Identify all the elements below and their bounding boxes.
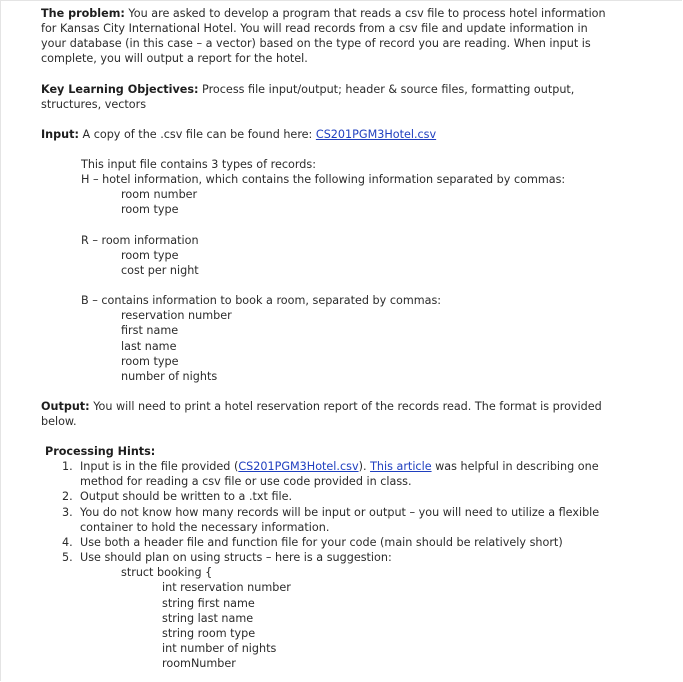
hint-item: 2. Output should be written to a .txt file. [62, 490, 293, 503]
struct-open: struct booking { [121, 566, 213, 579]
objectives-text: Process file input/output; header & source files, formatting output, [202, 83, 575, 96]
struct-field: string room type [162, 627, 256, 640]
objectives-line-1 [41, 82, 574, 97]
hint-number: 3. [62, 506, 73, 519]
hint-number: 1. [62, 460, 73, 473]
objectives-line-2: structures, vectors [41, 98, 147, 111]
struct-field: int reservation number [162, 581, 291, 594]
h-record-desc: H – hotel information, which contains the following information separated by commas: [81, 173, 566, 186]
struct-field: string last name [162, 612, 254, 625]
hint-number: 5. [62, 551, 73, 564]
output-line-2: below. [41, 415, 77, 428]
b-field: last name [121, 340, 177, 353]
hint-number: 2. [62, 490, 73, 503]
output-line-1 [41, 399, 602, 414]
b-field: room type [121, 355, 179, 368]
hint-item: 4. Use both a header file and function file for your code (main should be relatively short) [62, 536, 563, 549]
hint-continuation: method for reading a csv file or use code provided in class. [80, 475, 412, 488]
problem-line-4: complete, you will output a report for the hotel. [41, 52, 308, 65]
hint-item: 5. Use should plan on using structs – here is a suggestion: [62, 551, 392, 564]
input-line [41, 127, 436, 142]
csv-file-link[interactable]: CS201PGM3Hotel.csv [238, 460, 359, 473]
b-field: first name [121, 324, 179, 337]
hints-label: Processing Hints: [45, 445, 156, 458]
hint-continuation: container to hold the necessary information. [80, 521, 330, 534]
r-field: room type [121, 249, 179, 262]
b-field: reservation number [121, 309, 232, 322]
problem-line-2: for Kansas City International Hotel. You will read records from a csv file and update information in [41, 22, 588, 35]
h-field: room number [121, 188, 198, 201]
article-link[interactable]: This article [370, 460, 432, 473]
problem-line-1 [41, 6, 606, 21]
b-field: number of nights [121, 370, 218, 383]
input-intro: This input file contains 3 types of records: [81, 158, 316, 171]
r-record-desc: R – room information [81, 234, 199, 247]
struct-field: int number of nights [162, 642, 277, 655]
csv-file-link[interactable]: CS201PGM3Hotel.csv [315, 128, 437, 141]
output-text: You will need to print a hotel reservation report of the records read. The format is provided [93, 400, 602, 413]
struct-field: roomNumber [162, 657, 236, 670]
problem-label: The problem: [41, 7, 125, 20]
problem-line-3: your database (in this case – a vector) based on the type of record you are reading. When input is [41, 37, 591, 50]
r-field: cost per night [121, 264, 199, 277]
output-label: Output: [41, 400, 90, 413]
struct-field: string first name [162, 597, 255, 610]
hint-number: 4. [62, 536, 73, 549]
h-field: room type [121, 203, 179, 216]
objectives-label: Key Learning Objectives: [41, 83, 199, 96]
input-label: Input: [41, 128, 79, 141]
b-record-desc: B – contains information to book a room, separated by commas: [81, 294, 442, 307]
problem-text: You are asked to develop a program that reads a csv file to process hotel information [128, 7, 606, 20]
input-text: A copy of the .csv file can be found here: [82, 128, 313, 141]
hint-item: 1. Input is in the file provided (CS201PGM3Hotel.csv). This article was helpful in describing one [62, 460, 599, 473]
hint-item: 3. You do not know how many records will be input or output – you will need to utilize a flexible [62, 506, 600, 519]
